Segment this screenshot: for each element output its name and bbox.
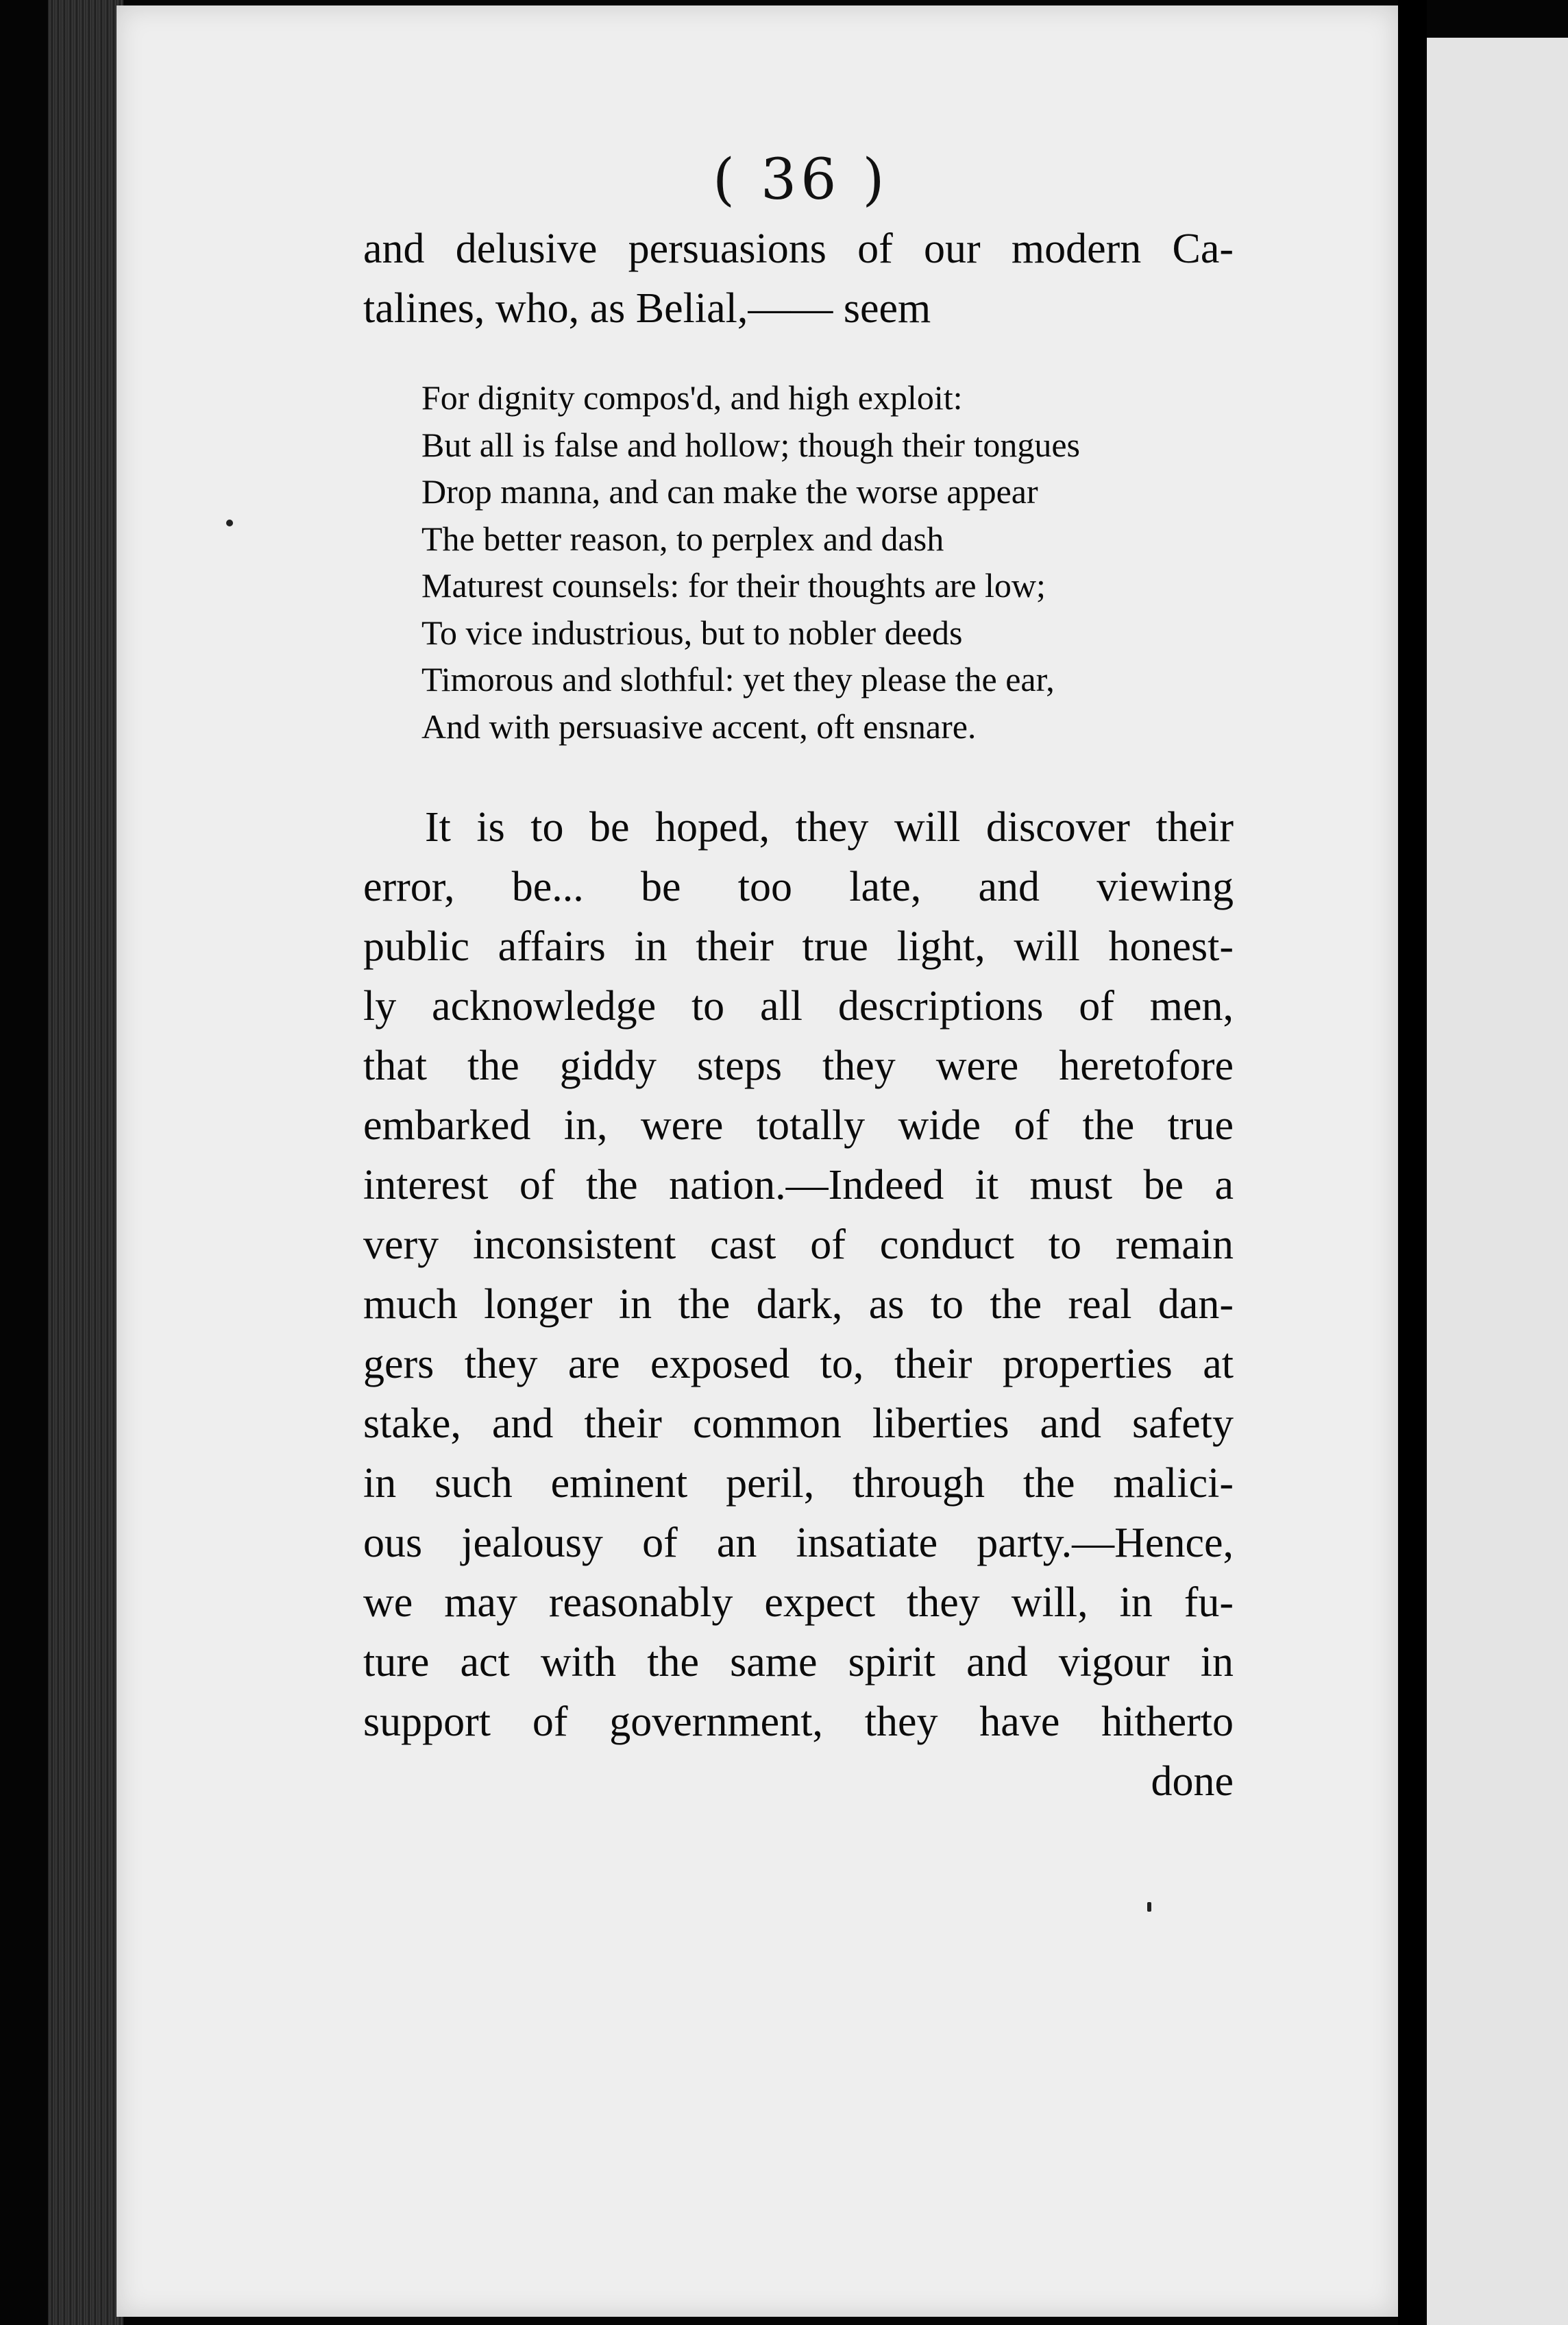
- text-line: embarked in, were totally wide of the true: [363, 1102, 1234, 1149]
- page-text: [363, 219, 1234, 1812]
- text-line: we may reasonably expect they will, in fu-: [363, 1579, 1234, 1626]
- text-line: error, be... be too late, and viewing: [363, 864, 1234, 910]
- page-edges: [48, 0, 123, 2325]
- text-line: It is to be hoped, they will discover their: [425, 804, 1234, 851]
- catchword: done: [1151, 1758, 1234, 1805]
- book-gutter: [1398, 0, 1427, 2325]
- text-line: much longer in the dark, as to the real dan-: [363, 1281, 1234, 1328]
- verse-line: But all is false and hollow; though their tongues: [421, 425, 1080, 464]
- text-line: in such eminent peril, through the malici-: [363, 1460, 1234, 1507]
- verse-line: To vice industrious, but to nobler deeds: [421, 613, 963, 652]
- text-line: stake, and their common liberties and safety: [363, 1400, 1234, 1447]
- text-line: and delusive persuasions of our modern Ca-: [363, 226, 1234, 272]
- verse-line: The better reason, to perplex and dash: [421, 519, 944, 558]
- text-line: that the giddy steps they were heretofore: [363, 1043, 1234, 1089]
- verse-line: Maturest counsels: for their thoughts are low;: [421, 566, 1046, 605]
- ink-mark: [1147, 1902, 1151, 1912]
- verse-line: Timorous and slothful: yet they please the ear,: [421, 660, 1055, 698]
- text-line: gers they are exposed to, their properties at: [363, 1341, 1234, 1387]
- lead-text: [363, 219, 1234, 339]
- facing-page-edge: [1427, 38, 1568, 2325]
- verse-line: For dignity compos'd, and high exploit:: [421, 378, 963, 417]
- quoted-verse: [421, 374, 1234, 750]
- text-line: talines, who, as Belial,—— seem: [363, 285, 931, 332]
- text-line: interest of the nation.—Indeed it must be a: [363, 1162, 1234, 1208]
- page-number-header: ( 36 ): [713, 147, 889, 212]
- text-line: very inconsistent cast of conduct to remain: [363, 1221, 1234, 1268]
- text-line: ture act with the same spirit and vigour in: [363, 1639, 1234, 1685]
- text-line: ous jealousy of an insatiate party.—Hence,: [363, 1520, 1234, 1566]
- body-paragraph: [363, 798, 1234, 1812]
- text-line: public affairs in their true light, will honest-: [363, 923, 1234, 970]
- verse-line: Drop manna, and can make the worse appear: [421, 472, 1038, 511]
- text-line: support of government, they have hitherto: [363, 1699, 1234, 1745]
- ink-speck: [226, 520, 233, 526]
- verse-line: And with persuasive accent, oft ensnare.: [421, 707, 977, 746]
- text-line: ly acknowledge to all descriptions of men,: [363, 983, 1234, 1030]
